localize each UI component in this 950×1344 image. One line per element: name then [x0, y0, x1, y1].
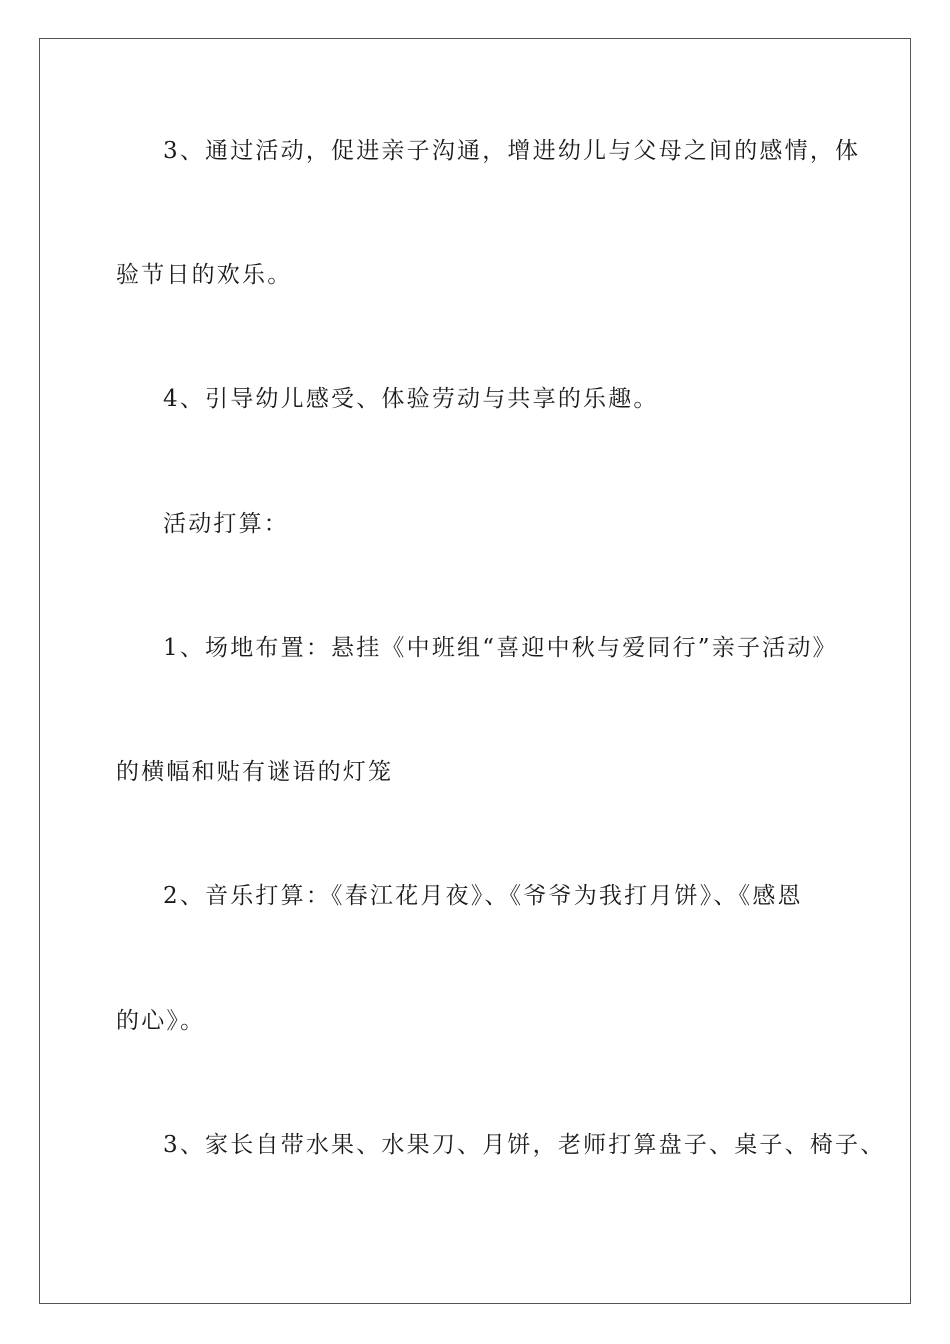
paragraph-line-prep-2-cont: 的心》。	[116, 1008, 206, 1034]
page-frame	[39, 38, 911, 1304]
paragraph-line-goal-3: 3、通过活动，促进亲子沟通，增进幼儿与父母之间的感情，体	[163, 138, 861, 164]
paragraph-line-prep-2: 2、音乐打算：《春江花月夜》、《爷爷为我打月饼》、《感恩	[163, 883, 803, 909]
paragraph-line-prep-1: 1、场地布置：悬挂《中班组“喜迎中秋与爱同行”亲子活动》	[163, 635, 838, 661]
paragraph-line-goal-4: 4、引导幼儿感受、体验劳动与共享的乐趣。	[163, 386, 659, 412]
section-heading-preparation: 活动打算：	[163, 511, 289, 537]
paragraph-line-prep-3: 3、家长自带水果、水果刀、月饼，老师打算盘子、桌子、椅子、	[163, 1132, 886, 1158]
paragraph-line-goal-3-cont: 验节日的欢乐。	[116, 262, 293, 288]
paragraph-line-prep-1-cont: 的横幅和贴有谜语的灯笼	[116, 759, 394, 785]
